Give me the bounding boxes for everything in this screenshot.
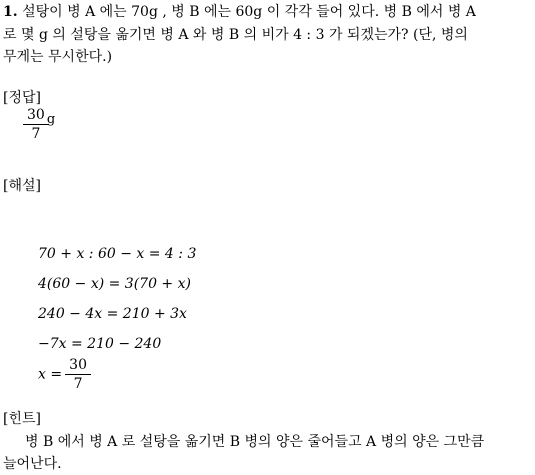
solution-final <box>38 357 89 392</box>
solution-final-lhs: x = <box>38 366 63 383</box>
answer-denominator: 7 <box>31 126 41 142</box>
solution-step-3: 240 − 4x = 210 + 3x <box>38 306 187 322</box>
solution-final-numerator: 30 <box>69 357 87 373</box>
solution-final-denominator: 7 <box>73 376 83 392</box>
solution-step-2: 4(60 − x) = 3(70 + x) <box>38 276 191 292</box>
hint-line-1: 병 B 에서 병 A 로 설탕을 옮기면 B 병의 양은 줄어들고 A 병의 양은 그만큼 <box>25 434 485 450</box>
solution-label: [해설] <box>3 178 41 194</box>
problem-line-1 <box>3 2 476 22</box>
hint-label: [힌트] <box>3 411 41 427</box>
answer-label: [정답] <box>3 90 41 106</box>
problem-line-2: 로 몇 g 의 설탕을 옮기면 병 A 와 병 B 의 비가 4 : 3 가 되겠는가? (단, 병의 <box>3 27 468 43</box>
problem-number: 1. <box>3 4 18 20</box>
hint-line-2: 늘어난다. <box>3 456 62 472</box>
answer-value <box>25 107 55 142</box>
problem-line-3: 무게는 무시한다.) <box>3 49 113 65</box>
problem-text-1: 설탕이 병 A 에는 70g , 병 B 에는 60g 이 각각 들어 있다. 병 B 에서 병 A <box>22 4 476 20</box>
answer-unit: g <box>46 112 56 127</box>
solution-step-4: −7x = 210 − 240 <box>38 336 162 352</box>
solution-final-fraction <box>67 357 89 392</box>
answer-numerator: 30 <box>27 107 45 123</box>
solution-step-1: 70 + x : 60 − x = 4 : 3 <box>38 246 197 262</box>
answer-fraction <box>25 107 47 142</box>
